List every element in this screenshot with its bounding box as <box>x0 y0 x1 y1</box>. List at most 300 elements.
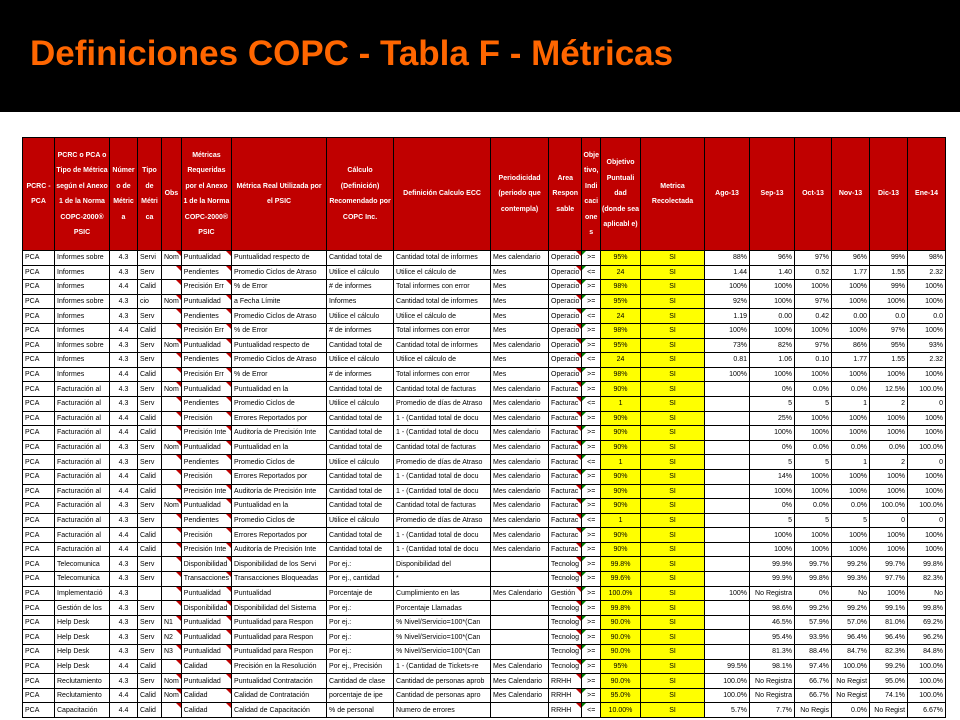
table-cell[interactable]: Operacio <box>549 323 582 338</box>
table-cell[interactable]: Puntualidad <box>181 338 231 353</box>
table-cell[interactable]: 81.0% <box>870 615 908 630</box>
table-cell[interactable]: 99.8% <box>601 601 641 616</box>
table-cell[interactable]: 100% <box>832 367 870 382</box>
table-cell[interactable]: Cantidad total de facturas <box>394 440 491 455</box>
table-cell[interactable]: Precisión <box>181 528 231 543</box>
table-cell[interactable] <box>705 601 750 616</box>
table-cell[interactable]: 1.55 <box>870 353 908 368</box>
table-cell[interactable]: 2.32 <box>908 265 946 280</box>
table-cell[interactable]: 100% <box>870 411 908 426</box>
table-cell[interactable]: No Regist <box>832 688 870 703</box>
table-cell[interactable]: Por ej., Precisión <box>327 659 394 674</box>
table-cell[interactable]: Puntualidad respecto de <box>232 251 327 266</box>
table-cell[interactable]: Mes Calendario <box>491 674 549 689</box>
table-cell[interactable] <box>705 411 750 426</box>
table-cell[interactable]: SI <box>641 557 705 572</box>
table-cell[interactable]: Serv <box>138 615 162 630</box>
table-cell[interactable]: 96.2% <box>908 630 946 645</box>
table-cell[interactable]: 100% <box>908 367 946 382</box>
table-cell[interactable]: 0% <box>750 499 795 514</box>
table-cell[interactable]: 99% <box>870 251 908 266</box>
table-cell[interactable]: 100.0% <box>908 440 946 455</box>
table-cell[interactable]: Cantidad total de informes <box>394 338 491 353</box>
table-cell[interactable] <box>705 572 750 587</box>
column-header[interactable]: Periodicidad (periodo que contempla) <box>491 138 549 251</box>
table-cell[interactable]: Calid <box>138 484 162 499</box>
table-cell[interactable]: 1.40 <box>750 265 795 280</box>
table-cell[interactable]: Calid <box>138 528 162 543</box>
table-cell[interactable]: Nom <box>162 674 182 689</box>
table-cell[interactable]: Cantidad de personas apro <box>394 688 491 703</box>
table-cell[interactable]: 99.8% <box>795 572 832 587</box>
table-cell[interactable] <box>705 542 750 557</box>
table-cell[interactable]: Cantidad total de <box>327 426 394 441</box>
table-cell[interactable]: 100% <box>908 323 946 338</box>
table-cell[interactable]: Calid <box>138 280 162 295</box>
table-cell[interactable]: 84.8% <box>908 645 946 660</box>
table-cell[interactable]: # de informes <box>327 280 394 295</box>
table-cell[interactable]: 90.0% <box>601 615 641 630</box>
table-cell[interactable]: Total informes con error <box>394 367 491 382</box>
table-cell[interactable]: Puntualidad <box>181 251 231 266</box>
table-cell[interactable]: Por ej.: <box>327 557 394 572</box>
table-cell[interactable]: PCA <box>23 528 55 543</box>
table-cell[interactable]: 0.0% <box>870 440 908 455</box>
table-cell[interactable]: Serv <box>138 338 162 353</box>
table-cell[interactable]: Serv <box>138 499 162 514</box>
table-cell[interactable]: Cumplimiento en las <box>394 586 491 601</box>
table-cell[interactable]: Telecomunica <box>55 572 110 587</box>
table-cell[interactable]: SI <box>641 251 705 266</box>
table-cell[interactable] <box>162 455 182 470</box>
table-cell[interactable]: Reclutamiento <box>55 688 110 703</box>
table-cell[interactable]: No Regist <box>832 674 870 689</box>
table-cell[interactable]: Cantidad total de <box>327 528 394 543</box>
table-cell[interactable]: Informes sobre <box>55 251 110 266</box>
table-cell[interactable]: Cantidad total de <box>327 382 394 397</box>
table-cell[interactable]: Operacio <box>549 265 582 280</box>
table-cell[interactable] <box>705 528 750 543</box>
table-cell[interactable]: 5 <box>795 513 832 528</box>
table-cell[interactable]: Utilice el cálculo <box>327 309 394 324</box>
table-cell[interactable]: 0 <box>908 396 946 411</box>
table-cell[interactable]: Facturación al <box>55 382 110 397</box>
table-cell[interactable]: Reclutamiento <box>55 674 110 689</box>
table-cell[interactable]: 98.6% <box>750 601 795 616</box>
table-cell[interactable]: 4.4 <box>110 542 138 557</box>
table-cell[interactable]: >= <box>582 615 601 630</box>
table-cell[interactable]: Operacio <box>549 338 582 353</box>
table-cell[interactable]: Precisión <box>181 469 231 484</box>
table-cell[interactable]: Operacio <box>549 353 582 368</box>
table-cell[interactable]: 0.0% <box>832 440 870 455</box>
table-cell[interactable]: PCA <box>23 426 55 441</box>
table-cell[interactable]: 4.3 <box>110 630 138 645</box>
table-cell[interactable]: >= <box>582 484 601 499</box>
table-cell[interactable]: 100.0% <box>908 674 946 689</box>
table-cell[interactable]: No Registra <box>750 688 795 703</box>
table-cell[interactable]: 100.0% <box>870 499 908 514</box>
table-cell[interactable]: Puntualidad para Respon <box>232 630 327 645</box>
table-cell[interactable]: * <box>394 572 491 587</box>
table-cell[interactable]: 100% <box>705 280 750 295</box>
table-cell[interactable]: 100% <box>832 469 870 484</box>
table-cell[interactable]: 73% <box>705 338 750 353</box>
table-cell[interactable]: Transacciones <box>181 572 231 587</box>
table-cell[interactable]: 4.3 <box>110 601 138 616</box>
table-cell[interactable]: Serv <box>138 353 162 368</box>
table-cell[interactable]: Nom <box>162 382 182 397</box>
table-cell[interactable]: Promedio Ciclos de Atraso <box>232 309 327 324</box>
table-cell[interactable]: SI <box>641 426 705 441</box>
table-cell[interactable]: Operacio <box>549 280 582 295</box>
table-cell[interactable]: 99.3% <box>832 572 870 587</box>
column-header[interactable]: Ago-13 <box>705 138 750 251</box>
table-cell[interactable]: 99.8% <box>601 557 641 572</box>
table-cell[interactable]: Help Desk <box>55 659 110 674</box>
table-cell[interactable]: 99.5% <box>705 659 750 674</box>
table-cell[interactable]: PCA <box>23 499 55 514</box>
table-cell[interactable]: No <box>908 586 946 601</box>
table-cell[interactable]: 100.0% <box>832 659 870 674</box>
table-cell[interactable]: Serv <box>138 572 162 587</box>
column-header[interactable]: Métrica Real Utilizada por el PSIC <box>232 138 327 251</box>
table-cell[interactable]: 93.9% <box>795 630 832 645</box>
table-cell[interactable]: 100% <box>705 323 750 338</box>
table-cell[interactable]: 100% <box>832 426 870 441</box>
table-cell[interactable]: 100.0% <box>908 499 946 514</box>
table-cell[interactable]: 4.3 <box>110 338 138 353</box>
table-cell[interactable] <box>162 411 182 426</box>
table-cell[interactable]: Pendientes <box>181 513 231 528</box>
table-cell[interactable]: No <box>832 586 870 601</box>
table-cell[interactable]: PCA <box>23 440 55 455</box>
table-cell[interactable] <box>162 513 182 528</box>
table-cell[interactable]: Cantidad total de <box>327 499 394 514</box>
table-cell[interactable]: Puntualidad <box>181 630 231 645</box>
table-cell[interactable]: 86% <box>832 338 870 353</box>
table-cell[interactable] <box>162 323 182 338</box>
table-cell[interactable]: % de Error <box>232 280 327 295</box>
table-cell[interactable]: 4.3 <box>110 294 138 309</box>
table-cell[interactable]: 0.52 <box>795 265 832 280</box>
table-cell[interactable]: 4.4 <box>110 411 138 426</box>
table-cell[interactable]: Facturación al <box>55 484 110 499</box>
table-cell[interactable]: PCA <box>23 323 55 338</box>
table-cell[interactable]: 4.3 <box>110 265 138 280</box>
table-cell[interactable]: No Regist <box>870 703 908 718</box>
table-cell[interactable]: 100.0% <box>705 688 750 703</box>
table-cell[interactable]: Mes calendario <box>491 426 549 441</box>
table-cell[interactable]: Puntualidad <box>181 674 231 689</box>
table-cell[interactable]: Facturación al <box>55 469 110 484</box>
table-cell[interactable]: PCA <box>23 645 55 660</box>
table-cell[interactable] <box>705 645 750 660</box>
table-cell[interactable]: N1 <box>162 615 182 630</box>
table-cell[interactable] <box>705 440 750 455</box>
column-header[interactable]: Objetivo Puntuali dad (donde sea aplicabl e) <box>601 138 641 251</box>
table-cell[interactable]: Por ej.: <box>327 630 394 645</box>
table-cell[interactable]: >= <box>582 528 601 543</box>
table-cell[interactable]: SI <box>641 469 705 484</box>
table-cell[interactable]: 5 <box>795 455 832 470</box>
table-cell[interactable]: 100% <box>750 294 795 309</box>
table-cell[interactable]: 90% <box>601 528 641 543</box>
table-cell[interactable]: 90% <box>601 440 641 455</box>
table-cell[interactable]: Nom <box>162 440 182 455</box>
table-cell[interactable]: 4.3 <box>110 353 138 368</box>
table-cell[interactable]: PCA <box>23 367 55 382</box>
table-cell[interactable] <box>705 557 750 572</box>
table-cell[interactable]: Facturac <box>549 396 582 411</box>
table-cell[interactable]: 100% <box>795 542 832 557</box>
table-cell[interactable]: 97% <box>870 323 908 338</box>
table-cell[interactable]: 95% <box>601 338 641 353</box>
table-cell[interactable]: PCA <box>23 630 55 645</box>
table-cell[interactable]: Calid <box>138 426 162 441</box>
table-cell[interactable]: Tecnolog <box>549 630 582 645</box>
table-cell[interactable]: PCA <box>23 353 55 368</box>
table-cell[interactable]: 100% <box>908 528 946 543</box>
table-cell[interactable]: 84.7% <box>832 645 870 660</box>
table-cell[interactable]: Serv <box>138 601 162 616</box>
column-header[interactable]: Metrica Recolectada <box>641 138 705 251</box>
table-cell[interactable]: 0.0 <box>908 309 946 324</box>
table-cell[interactable]: Serv <box>138 513 162 528</box>
table-cell[interactable]: Gestión de los <box>55 601 110 616</box>
table-cell[interactable]: 4.3 <box>110 499 138 514</box>
table-cell[interactable]: Utilice el cálculo <box>327 353 394 368</box>
table-cell[interactable]: Errores Reportados por <box>232 411 327 426</box>
table-cell[interactable]: 100% <box>908 484 946 499</box>
table-cell[interactable]: SI <box>641 630 705 645</box>
table-cell[interactable]: 0.00 <box>750 309 795 324</box>
table-cell[interactable]: 1 <box>601 455 641 470</box>
table-cell[interactable]: PCA <box>23 688 55 703</box>
table-cell[interactable]: 12.5% <box>870 382 908 397</box>
table-cell[interactable]: Cantidad total de <box>327 484 394 499</box>
table-cell[interactable]: 100% <box>832 484 870 499</box>
table-cell[interactable]: Utilice el cálculo <box>327 396 394 411</box>
table-cell[interactable]: Tecnolog <box>549 572 582 587</box>
table-cell[interactable]: SI <box>641 484 705 499</box>
table-cell[interactable]: >= <box>582 367 601 382</box>
table-cell[interactable]: SI <box>641 513 705 528</box>
table-cell[interactable]: 4.4 <box>110 426 138 441</box>
table-cell[interactable]: 97% <box>795 251 832 266</box>
table-cell[interactable]: Puntualidad <box>181 645 231 660</box>
table-cell[interactable]: Cantidad total de informes <box>394 294 491 309</box>
table-cell[interactable]: 4.3 <box>110 309 138 324</box>
table-cell[interactable]: 90% <box>601 542 641 557</box>
table-cell[interactable]: 96% <box>750 251 795 266</box>
column-header[interactable]: Obs <box>162 138 182 251</box>
table-cell[interactable]: Informes <box>327 294 394 309</box>
table-cell[interactable]: Serv <box>138 630 162 645</box>
table-cell[interactable]: Mes calendario <box>491 528 549 543</box>
table-cell[interactable]: Porcentaje Llamadas <box>394 601 491 616</box>
table-cell[interactable]: <= <box>582 309 601 324</box>
table-cell[interactable]: Mes <box>491 265 549 280</box>
table-cell[interactable]: Facturac <box>549 382 582 397</box>
table-cell[interactable]: 0.0% <box>795 440 832 455</box>
table-cell[interactable]: Precisión en la Resolución <box>232 659 327 674</box>
table-cell[interactable]: >= <box>582 688 601 703</box>
table-cell[interactable]: 24 <box>601 353 641 368</box>
table-cell[interactable]: Utilice el cálculo de <box>394 265 491 280</box>
table-cell[interactable]: 1 - (Cantidad total de docu <box>394 542 491 557</box>
table-cell[interactable]: Facturación al <box>55 542 110 557</box>
table-cell[interactable]: >= <box>582 674 601 689</box>
table-cell[interactable]: 81.3% <box>750 645 795 660</box>
table-cell[interactable]: Serv <box>138 557 162 572</box>
table-cell[interactable]: 1 <box>601 513 641 528</box>
table-cell[interactable] <box>705 396 750 411</box>
table-cell[interactable]: 100% <box>870 426 908 441</box>
table-cell[interactable]: 100% <box>832 294 870 309</box>
table-cell[interactable]: 90% <box>601 484 641 499</box>
table-cell[interactable]: Pendientes <box>181 396 231 411</box>
table-cell[interactable]: 0 <box>870 513 908 528</box>
table-cell[interactable]: 100% <box>870 542 908 557</box>
table-cell[interactable]: Nom <box>162 499 182 514</box>
column-header[interactable]: Cálculo (Definición) Recomendado por COPC Inc. <box>327 138 394 251</box>
table-cell[interactable]: SI <box>641 280 705 295</box>
table-cell[interactable]: Capacitación <box>55 703 110 718</box>
table-cell[interactable]: 100.0% <box>908 659 946 674</box>
table-cell[interactable]: Disponibilidad de los Servi <box>232 557 327 572</box>
table-cell[interactable]: Nom <box>162 338 182 353</box>
table-cell[interactable]: 97.7% <box>870 572 908 587</box>
table-cell[interactable]: 100% <box>908 469 946 484</box>
table-cell[interactable]: Promedio de días de Atraso <box>394 455 491 470</box>
table-cell[interactable]: Mes calendario <box>491 411 549 426</box>
table-cell[interactable]: Serv <box>138 265 162 280</box>
table-cell[interactable]: 0.00 <box>832 309 870 324</box>
table-cell[interactable]: 90% <box>601 426 641 441</box>
table-cell[interactable]: Facturac <box>549 528 582 543</box>
table-cell[interactable]: 100% <box>832 528 870 543</box>
table-cell[interactable]: Facturación al <box>55 455 110 470</box>
table-cell[interactable]: Mes <box>491 323 549 338</box>
table-cell[interactable]: Precisión Inte <box>181 542 231 557</box>
table-cell[interactable]: Precisión Err <box>181 280 231 295</box>
table-cell[interactable]: 1.06 <box>750 353 795 368</box>
table-cell[interactable]: Puntualidad <box>181 440 231 455</box>
table-cell[interactable]: 4.4 <box>110 280 138 295</box>
table-cell[interactable]: >= <box>582 557 601 572</box>
table-cell[interactable]: Mes <box>491 294 549 309</box>
table-cell[interactable]: Auditoría de Precisión Inte <box>232 484 327 499</box>
table-cell[interactable]: 10.00% <box>601 703 641 718</box>
table-cell[interactable]: Facturación al <box>55 513 110 528</box>
table-cell[interactable]: RRHH <box>549 703 582 718</box>
table-cell[interactable]: 100% <box>908 426 946 441</box>
table-cell[interactable]: Disponibilidad <box>181 601 231 616</box>
table-cell[interactable] <box>705 484 750 499</box>
table-cell[interactable]: Precisión Err <box>181 323 231 338</box>
table-cell[interactable]: No Registra <box>750 586 795 601</box>
table-cell[interactable]: 0% <box>750 440 795 455</box>
table-cell[interactable]: SI <box>641 645 705 660</box>
table-cell[interactable]: Serv <box>138 674 162 689</box>
table-cell[interactable]: 4.3 <box>110 674 138 689</box>
table-cell[interactable]: 4.3 <box>110 645 138 660</box>
table-cell[interactable]: 100% <box>795 367 832 382</box>
table-cell[interactable]: 1 <box>832 455 870 470</box>
table-cell[interactable]: 74.1% <box>870 688 908 703</box>
table-cell[interactable]: PCA <box>23 251 55 266</box>
table-cell[interactable]: Promedio Ciclos de Atraso <box>232 353 327 368</box>
table-cell[interactable]: 100% <box>908 294 946 309</box>
table-cell[interactable]: 57.9% <box>795 615 832 630</box>
table-cell[interactable]: 1 - (Cantidad de Tickets-re <box>394 659 491 674</box>
table-cell[interactable]: Help Desk <box>55 645 110 660</box>
table-cell[interactable]: Mes calendario <box>491 542 549 557</box>
table-cell[interactable]: Precisión Err <box>181 367 231 382</box>
table-cell[interactable]: Mes Calendario <box>491 659 549 674</box>
table-cell[interactable]: 4.4 <box>110 528 138 543</box>
table-cell[interactable] <box>162 367 182 382</box>
table-cell[interactable]: 99.1% <box>870 601 908 616</box>
table-cell[interactable] <box>705 615 750 630</box>
table-cell[interactable]: Puntualidad para Respon <box>232 615 327 630</box>
table-cell[interactable] <box>162 659 182 674</box>
table-cell[interactable]: Nom <box>162 251 182 266</box>
table-cell[interactable]: 4.4 <box>110 484 138 499</box>
table-cell[interactable] <box>162 703 182 718</box>
table-cell[interactable]: Cantidad total de facturas <box>394 382 491 397</box>
table-cell[interactable]: SI <box>641 338 705 353</box>
table-cell[interactable]: Mes calendario <box>491 251 549 266</box>
table-cell[interactable]: % de Error <box>232 323 327 338</box>
table-cell[interactable]: Facturación al <box>55 528 110 543</box>
table-cell[interactable]: 100% <box>870 367 908 382</box>
table-cell[interactable]: 100% <box>908 542 946 557</box>
table-cell[interactable]: Calid <box>138 411 162 426</box>
table-cell[interactable]: Pendientes <box>181 455 231 470</box>
table-cell[interactable]: 2.32 <box>908 353 946 368</box>
table-cell[interactable]: 100% <box>832 280 870 295</box>
table-cell[interactable]: Errores Reportados por <box>232 528 327 543</box>
table-cell[interactable]: 98% <box>601 323 641 338</box>
table-cell[interactable]: >= <box>582 251 601 266</box>
table-cell[interactable]: Facturac <box>549 411 582 426</box>
table-cell[interactable]: Pendientes <box>181 353 231 368</box>
table-cell[interactable]: SI <box>641 411 705 426</box>
column-header[interactable]: PCRC - PCA <box>23 138 55 251</box>
table-cell[interactable]: Informes <box>55 323 110 338</box>
table-cell[interactable]: Facturac <box>549 499 582 514</box>
table-cell[interactable]: 4.3 <box>110 382 138 397</box>
table-cell[interactable]: 1.55 <box>870 265 908 280</box>
table-cell[interactable]: PCA <box>23 674 55 689</box>
table-cell[interactable]: SI <box>641 703 705 718</box>
table-cell[interactable]: 24 <box>601 265 641 280</box>
table-cell[interactable]: >= <box>582 469 601 484</box>
table-cell[interactable]: 4.3 <box>110 440 138 455</box>
table-cell[interactable]: <= <box>582 455 601 470</box>
table-cell[interactable] <box>162 469 182 484</box>
table-cell[interactable]: 5 <box>750 513 795 528</box>
table-cell[interactable]: PCA <box>23 615 55 630</box>
table-cell[interactable] <box>162 309 182 324</box>
table-cell[interactable]: Utilice el cálculo <box>327 265 394 280</box>
table-cell[interactable]: PCA <box>23 542 55 557</box>
table-cell[interactable] <box>705 630 750 645</box>
table-cell[interactable]: Mes <box>491 309 549 324</box>
table-cell[interactable]: SI <box>641 440 705 455</box>
